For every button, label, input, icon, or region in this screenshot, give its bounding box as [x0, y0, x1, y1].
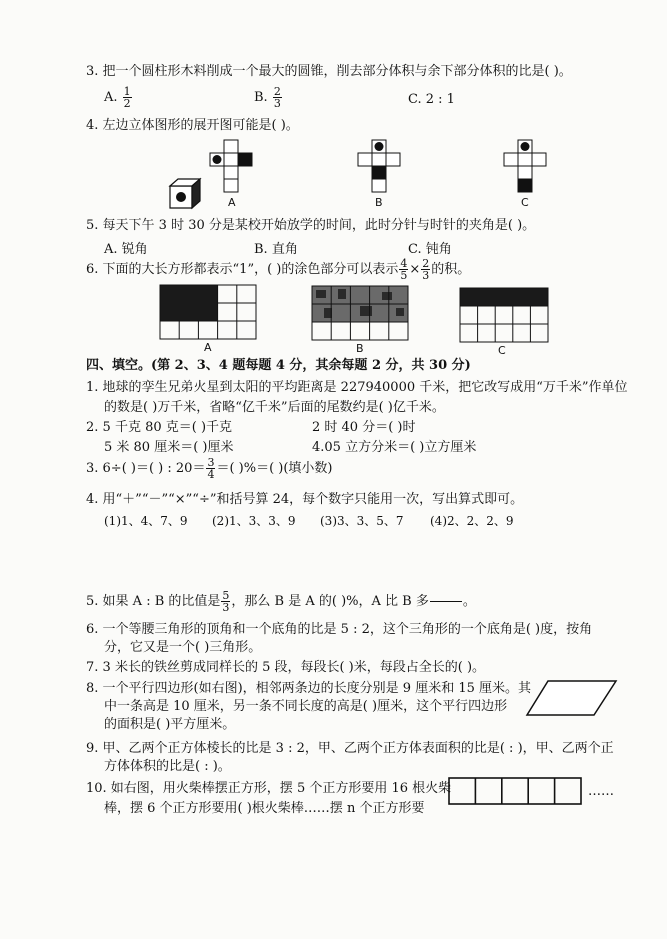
- fraction-two-thirds: $\frac{2}{3}$: [422, 257, 430, 282]
- matchstick-squares-figure: [448, 777, 582, 805]
- fill-4-item-2: (2)1、3、3、9: [212, 514, 296, 528]
- fill-3-text: 3. 6÷( )＝( ) : 20＝ $\frac{3}{4}$ ＝( )%＝( )(填小数): [86, 456, 333, 481]
- q3-option-b: B. $\frac{2}{3}$: [254, 85, 281, 110]
- q4-text: 4. 左边立体图形的展开图可能是( )。: [86, 118, 299, 133]
- section-four-title: 四、填空。(第 2、3、4 题每题 4 分，其余每题 2 分，共 30 分): [86, 358, 471, 373]
- fill-8-line-3: 的面积是( )平方厘米。: [104, 717, 236, 732]
- net-a: [208, 138, 256, 194]
- fill-10-line-1: 10. 如右图，用火柴棒摆正方形，摆 5 个正方形要用 16 根火柴: [86, 781, 452, 796]
- q3-option-a: A. $\frac{1}{2}$: [104, 85, 131, 110]
- fill-6-line-2: 分，它又是一个( )三角形。: [104, 640, 262, 655]
- q5-text: 5. 每天下午 3 时 30 分是某校开始放学的时间，此时分针与时针的夹角是( )。: [86, 218, 536, 233]
- fill-10-line-2: 棒，摆 6 个正方形要用( )根火柴棒……摆 n 个正方形要: [104, 801, 425, 816]
- fill-4-item-4: (4)2、2、2、9: [430, 514, 514, 528]
- net-c: [502, 138, 550, 194]
- fill-2-b: 2 时 40 分＝( )时: [312, 420, 416, 435]
- fill-5-text: 5. 如果 A : B 的比值是 $\frac{5}{3}$ ，那么 B 是 A 的( )%，A 比 B 多 。: [86, 589, 476, 614]
- net-c-label: C: [521, 196, 529, 209]
- fill-6-line-1: 6. 一个等腰三角形的顶角和一个底角的比是 5 : 2，这个三角形的一个底角是( )度，按角: [86, 622, 593, 637]
- fraction-four-fifths: $\frac{4}{5}$: [400, 257, 408, 282]
- net-a-label: A: [228, 196, 236, 209]
- fill-9-line-2: 方体体积的比是( : )。: [104, 759, 231, 774]
- q5-option-c: C. 钝角: [408, 242, 452, 257]
- q5-option-b: B. 直角: [254, 242, 298, 257]
- fill-2-c: 5 米 80 厘米＝( )厘米: [104, 440, 234, 455]
- q5-option-a: A. 锐角: [104, 242, 148, 257]
- fill-1-line-1: 1. 地球的孪生兄弟火星到太阳的平均距离是 227940000 千米，把它改写成用“万千米”作单位: [86, 380, 628, 395]
- fill-2-a: 2. 5 千克 80 克＝( )千克: [86, 420, 233, 435]
- fraction: $\frac{1}{2}$: [123, 85, 131, 110]
- q3-text: 3. 把一个圆柱形木料削成一个最大的圆锥，削去部分体积与余下部分体积的比是( )。: [86, 64, 572, 79]
- grid-a: [160, 285, 256, 339]
- q6-text: 6. 下面的大长方形都表示“1”，( )的涂色部分可以表示 $\frac{4}{5}$ × $\frac{2}{3}$ 的积。: [86, 257, 471, 282]
- net-b: [356, 138, 404, 194]
- grid-c-label: C: [498, 344, 506, 357]
- fraction-three-quarters: $\frac{3}{4}$: [207, 456, 215, 481]
- fill-4-text: 4. 用“＋”“－”“×”“÷”和括号算 24，每个数字只能用一次，写出算式即可。: [86, 492, 524, 507]
- fill-8-line-2: 中一条高是 10 厘米，另一条不同长度的高是( )厘米，这个平行四边形: [104, 699, 508, 714]
- matchstick-continuation-dots: ……: [588, 784, 614, 799]
- net-b-label: B: [375, 196, 383, 209]
- fraction: $\frac{2}{3}$: [273, 85, 281, 110]
- fill-9-line-1: 9. 甲、乙两个正方体棱长的比是 3 : 2，甲、乙两个正方体表面积的比是( : )，甲、乙两个正: [86, 741, 614, 756]
- fill-4-item-3: (3)3、3、5、7: [320, 514, 404, 528]
- q3-option-c: C. 2 : 1: [408, 92, 455, 107]
- fill-4-item-1: (1)1、4、7、9: [104, 514, 188, 528]
- grid-c: [460, 288, 548, 342]
- grid-a-label: A: [204, 341, 212, 354]
- cube-figure: [170, 178, 202, 208]
- parallelogram-figure: [526, 680, 618, 716]
- fraction-five-thirds: $\frac{5}{3}$: [222, 589, 230, 614]
- fill-2-d: 4.05 立方分米＝( )立方厘米: [312, 440, 477, 455]
- fill-8-line-1: 8. 一个平行四边形(如右图)，相邻两条边的长度分别是 9 厘米和 15 厘米。其: [86, 681, 532, 696]
- fill-1-line-2: 的数是( )万千米，省略“亿千米”后面的尾数约是( )亿千米。: [104, 400, 445, 415]
- fill-7-text: 7. 3 米长的铁丝剪成同样长的 5 段，每段长( )米，每段占全长的( )。: [86, 660, 486, 675]
- grid-b-label: B: [356, 342, 364, 355]
- blank-fraction: [430, 591, 462, 612]
- grid-b: [312, 286, 408, 340]
